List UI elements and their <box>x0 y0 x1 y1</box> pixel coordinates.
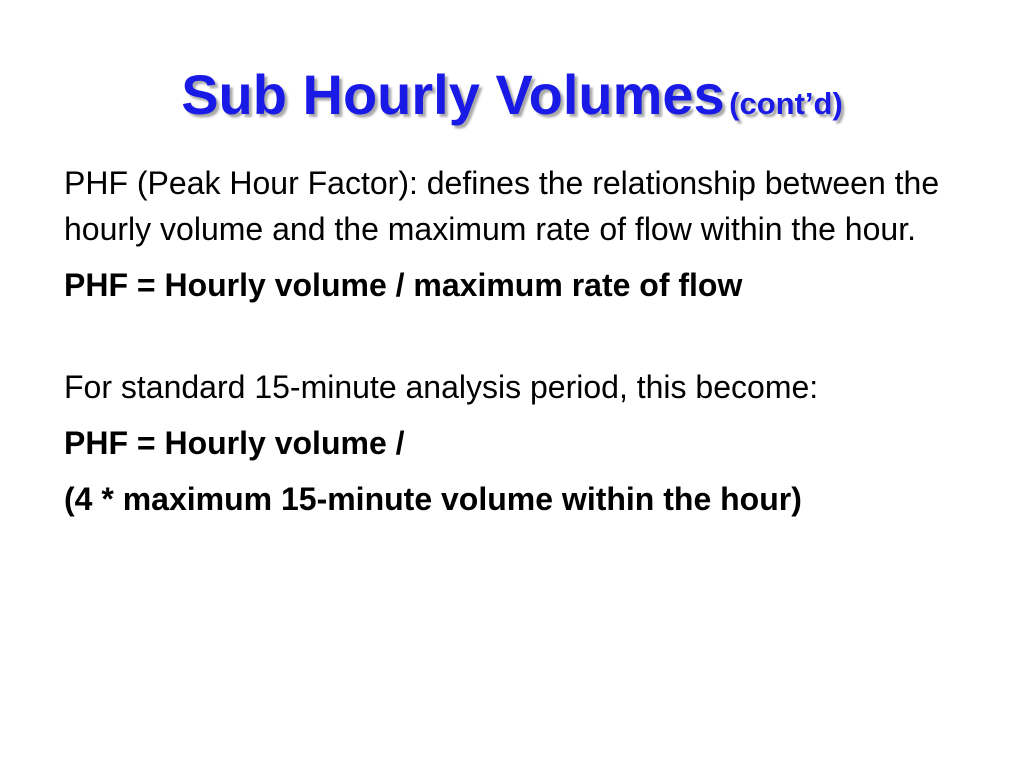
formula-phf-line1: PHF = Hourly volume / <box>64 425 405 461</box>
formula-phf-rate: PHF = Hourly volume / maximum rate of flow <box>64 267 743 303</box>
title-subtitle: (cont’d) <box>729 86 843 121</box>
slide-title <box>0 62 1024 127</box>
slide-body <box>64 160 994 522</box>
standard-period-note: For standard 15-minute analysis period, this become: <box>64 369 819 405</box>
definition-paragraph: PHF (Peak Hour Factor): defines the relationship between the hourly volume and the maximum rate of flow within the hour. <box>64 165 940 247</box>
title-main: Sub Hourly Volumes <box>181 63 725 126</box>
formula-phf-line2: (4 * maximum 15-minute volume within the hour) <box>64 481 802 517</box>
